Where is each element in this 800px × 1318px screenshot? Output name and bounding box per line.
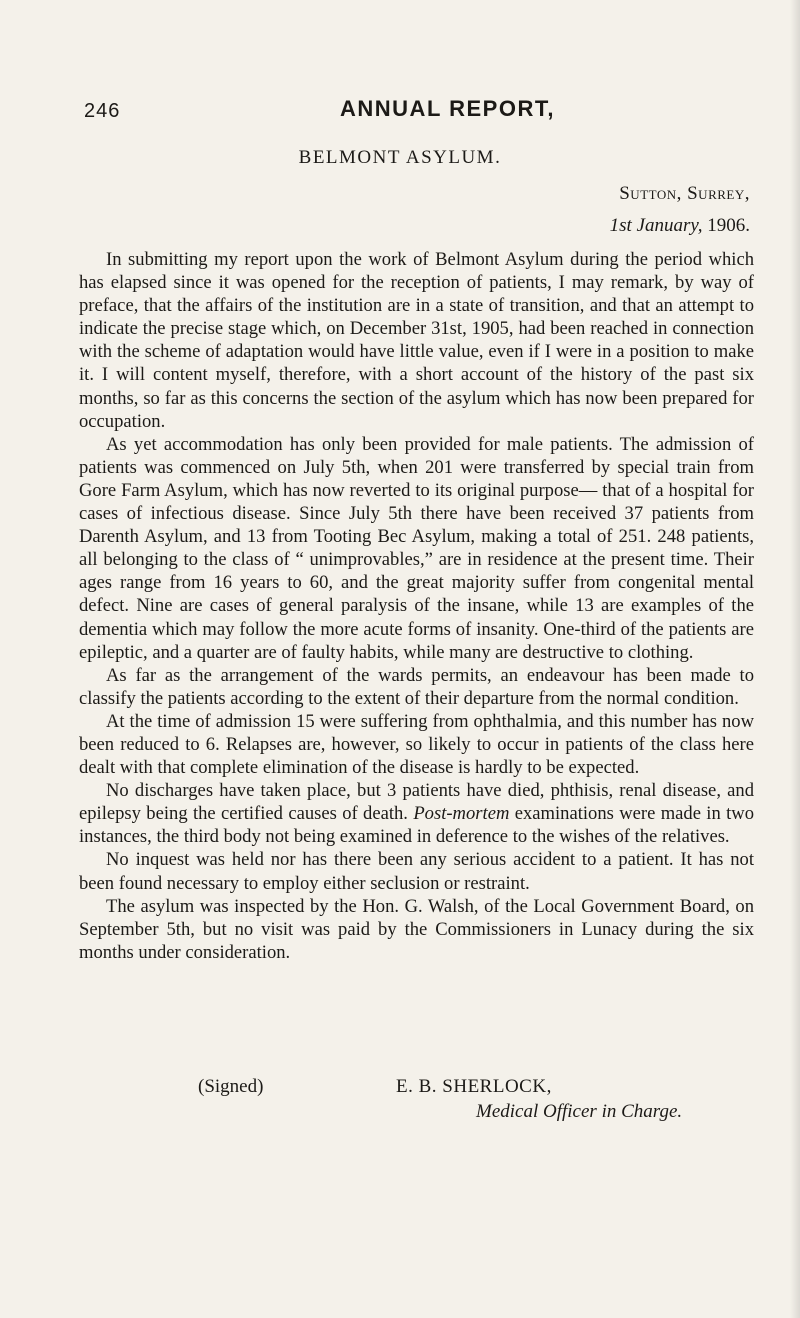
running-header bbox=[0, 96, 800, 126]
date-line bbox=[610, 215, 750, 237]
place-line: Sutton, Surrey, bbox=[619, 183, 750, 204]
section-title: BELMONT ASYLUM. bbox=[298, 147, 502, 168]
paragraph-inquest: No inquest was held nor has there been any serious accident to a patient. It has not been found necessary to employ either seclusion or restraint. bbox=[79, 849, 754, 894]
paragraph-classification: As far as the arrangement of the wards permits, an endeavour has been made to classify the patients according to the extent of their departure from the normal condition. bbox=[79, 664, 754, 709]
report-body bbox=[79, 248, 754, 964]
running-title: ANNUAL REPORT, bbox=[340, 96, 555, 121]
post-mortem-term: Post-mortem bbox=[413, 803, 510, 825]
signer-role: Medical Officer in Charge. bbox=[476, 1101, 683, 1122]
date-day-month: 1st January, bbox=[609, 215, 703, 236]
paragraph-preface: In submitting my report upon the work of Belmont Asylum during the period which has elapsed since it was opened for the reception of patients, I may remark, by way of preface, that the affairs of the institution are in a state of transition, and that an attempt to indicate the precise stage which, on December 31st, 1905, had been reached in connection with the scheme of adaptation would have little value, even if I were in a position to make it. I will content myself, therefore, with a short account of the history of the past six months, so far as this concerns the section of the asylum which has now been prepared for occupation. bbox=[79, 249, 754, 432]
paragraph-deaths bbox=[79, 779, 754, 848]
page-edge-shadow bbox=[790, 0, 800, 1318]
date-year: 1906. bbox=[707, 215, 750, 236]
signature-block bbox=[0, 1076, 800, 1136]
paragraph-inspection: The asylum was inspected by the Hon. G. Walsh, of the Local Government Board, on September 5th, but no visit was paid by the Commissioners in Lunacy during the six months under consideration. bbox=[79, 895, 754, 963]
signer-name: E. B. SHERLOCK, bbox=[396, 1076, 552, 1097]
paragraph-ophthalmia: At the time of admission 15 were suffering from ophthalmia, and this number has now been reduced to 6. Relapses are, however, so likely to occur in patients of the class here dealt with that complete elimination of the disease is hardly to be expected. bbox=[79, 710, 754, 779]
signed-label: (Signed) bbox=[198, 1076, 264, 1097]
paragraph-admissions: As yet accommodation has only been provided for male patients. The admission of patients was commenced on July 5th, when 201 were transferred by special train from Gore Farm Asylum, which has now reverted to its original purpose— that of a hospital for cases of infectious disease. Since July 5th there have been received 37 patients from Darenth Asylum, and 13 from Tooting Bec Asylum, making a total of 251. 248 patients, all belonging to the class of “ unimprovables,” are in residence at the present time. Their ages range from 16 years to 60, and the great majority suffer from congenital mental defect. Nine are cases of general paralysis of the insane, while 13 are examples of the dementia which may follow the more acute forms of insanity. One-third of the patients are epileptic, and a quarter are of faulty habits, while many are destructive to clothing. bbox=[79, 433, 754, 663]
deaths-text-end: examinations were made in two instances, the third body not being examined in deference to the wishes of the relatives. bbox=[79, 803, 755, 848]
deaths-text-start: No discharges have taken place, but 3 patients have died, phthisis, renal disease, and epilepsy being the certified causes of death. bbox=[79, 780, 754, 825]
page-number: 246 bbox=[84, 100, 121, 122]
